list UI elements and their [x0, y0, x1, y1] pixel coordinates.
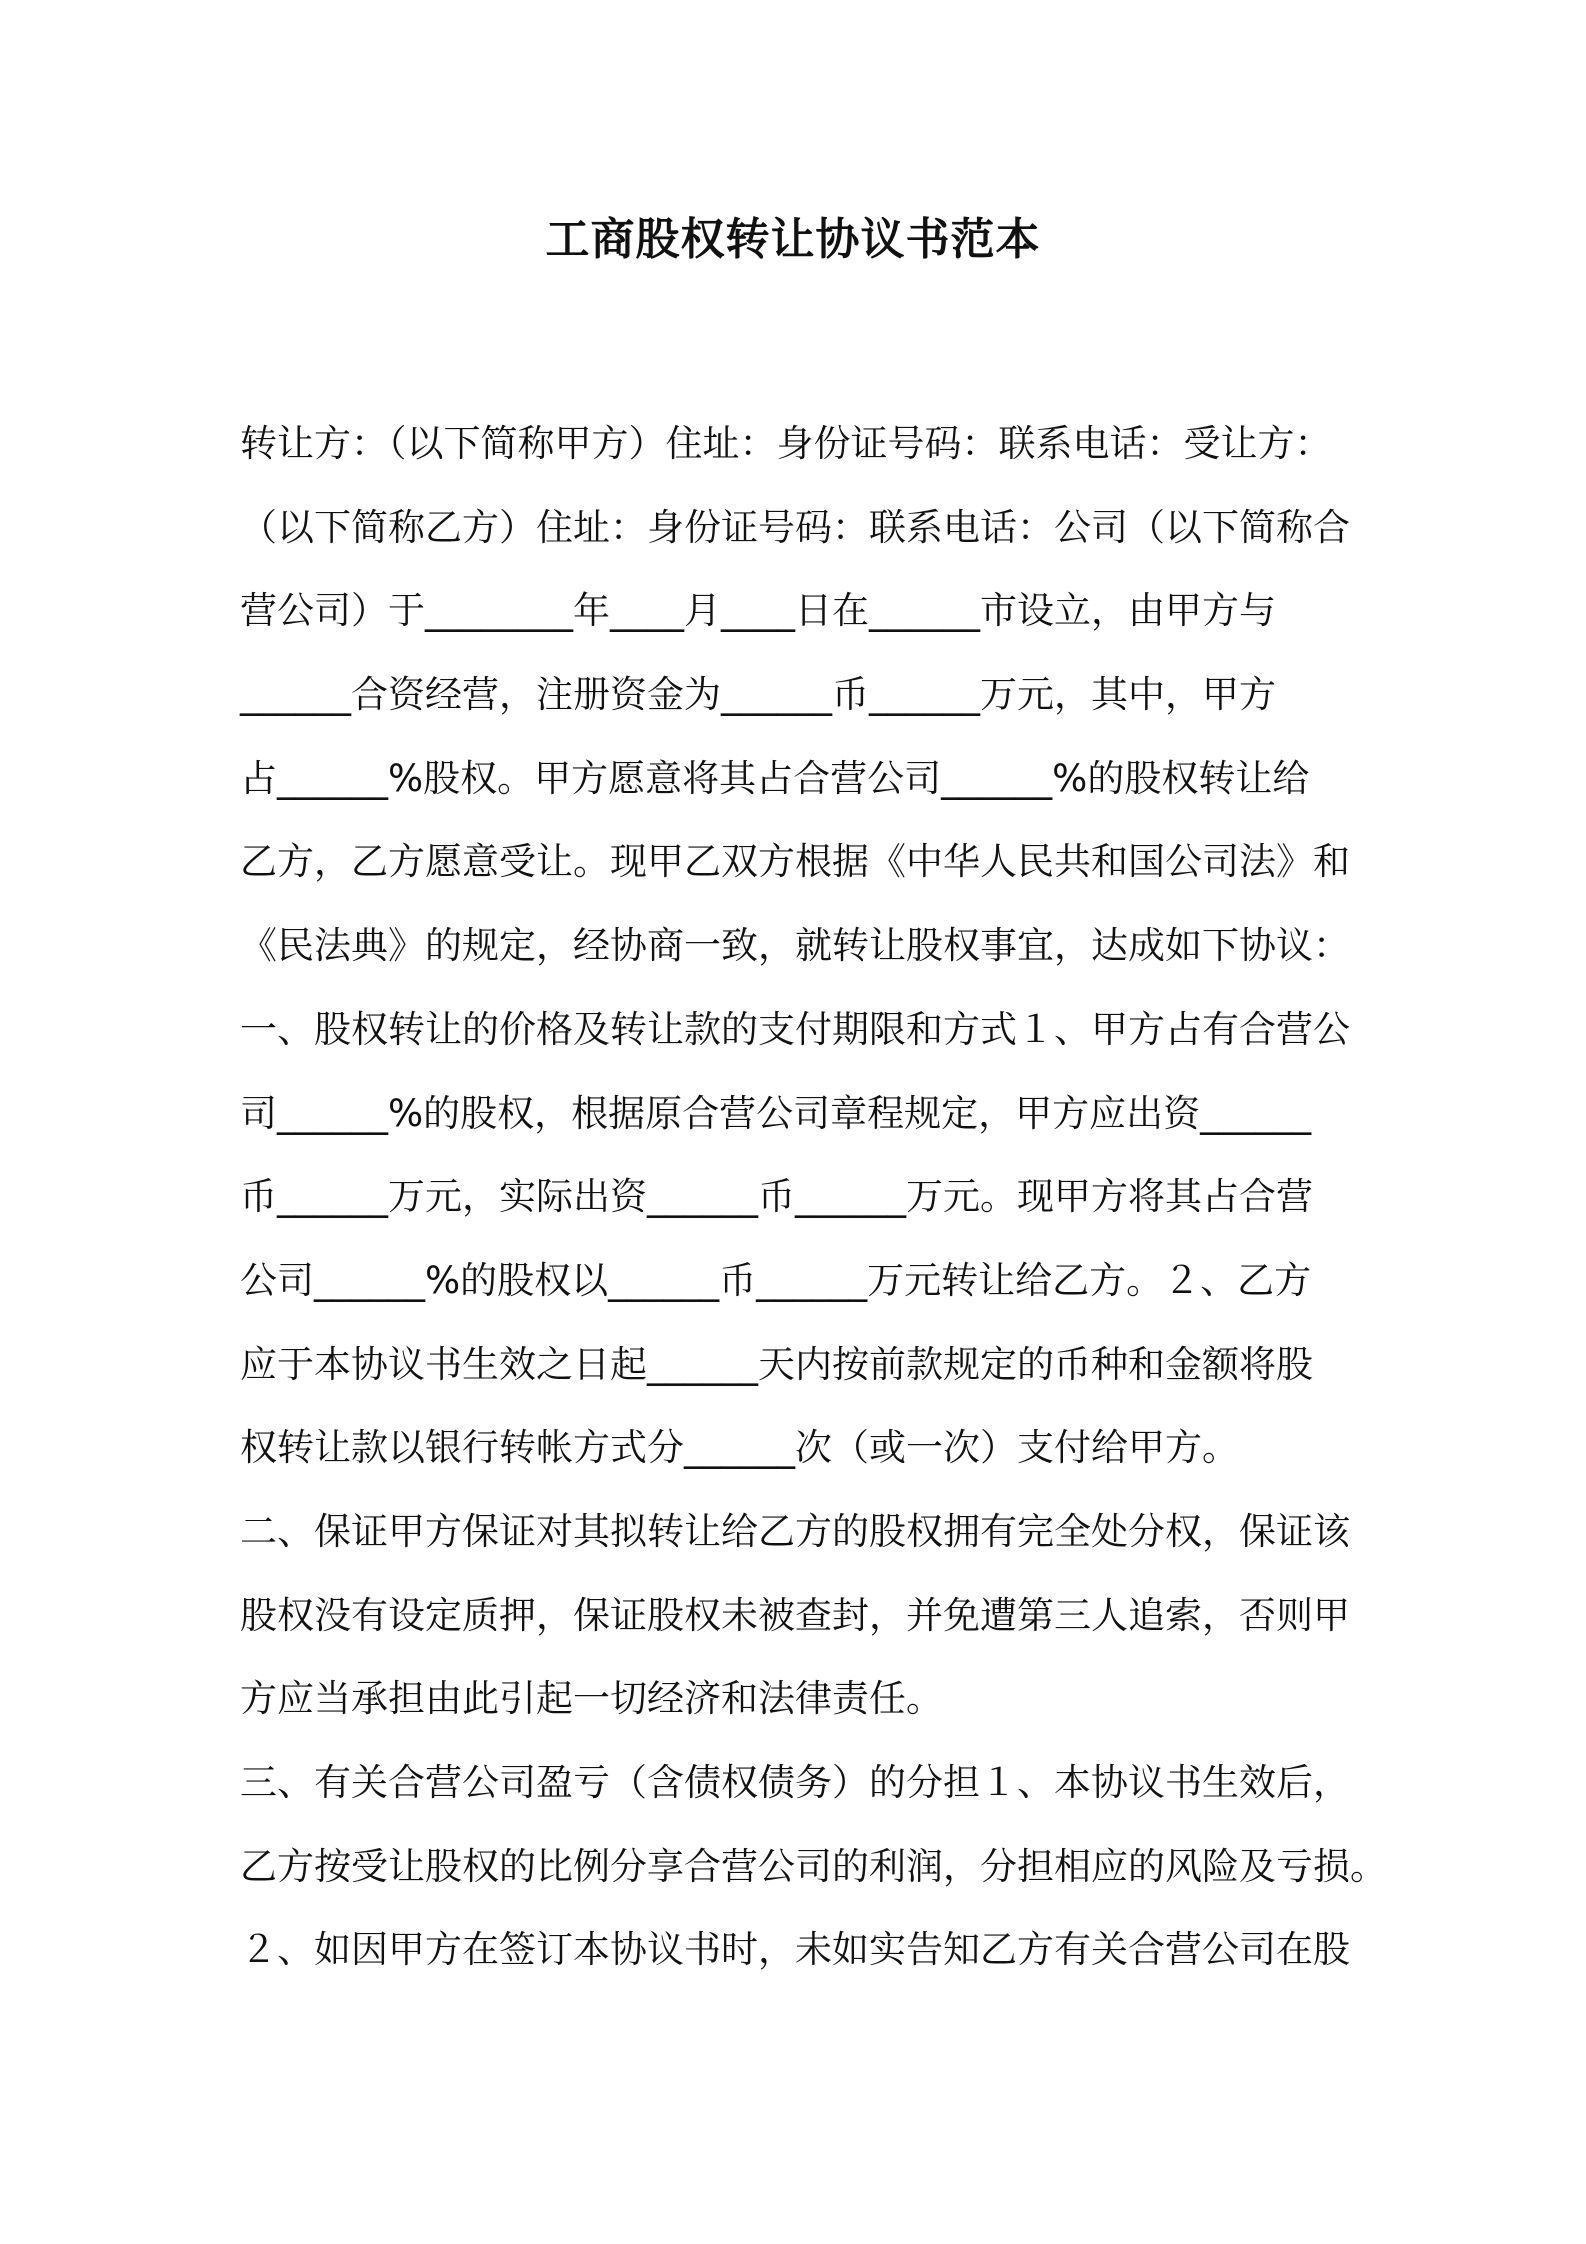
- body-line-5: 占______%股权。甲方愿意将其占合营公司______%的股权转让给: [240, 756, 1310, 800]
- body-line-18: 乙方按受让股权的比例分享合营公司的利润，分担相应的风险及亏损。: [240, 1844, 1387, 1888]
- body-line-15: 股权没有设定质押，保证股权未被查封，并免遭第三人追索，否则甲: [240, 1593, 1350, 1637]
- body-line-11: 公司______%的股权以______币______万元转让给乙方。２、乙方: [240, 1258, 1312, 1302]
- body-line-3: 营公司）于________年____月____日在______市设立，由甲方与: [240, 589, 1276, 633]
- body-line-4: ______合资经营，注册资金为______币______万元，其中，甲方: [240, 673, 1276, 717]
- body-line-8: 一、股权转让的价格及转让款的支付期限和方式１、甲方占有合营公: [240, 1007, 1350, 1051]
- body-line-19: ２、如因甲方在签订本协议书时，未如实告知乙方有关合营公司在股: [240, 1928, 1350, 1972]
- body-line-16: 方应当承担由此引起一切经济和法律责任。: [240, 1677, 943, 1721]
- body-line-6: 乙方，乙方愿意受让。现甲乙双方根据《中华人民共和国公司法》和: [240, 840, 1350, 884]
- body-line-9: 司______%的股权，根据原合营公司章程规定，甲方应出资______: [240, 1091, 1312, 1135]
- body-line-10: 币______万元，实际出资______币______万元。现甲方将其占合营: [240, 1175, 1313, 1219]
- body-line-2: （以下简称乙方）住址：身份证号码：联系电话：公司（以下简称合: [240, 505, 1350, 549]
- body-line-12: 应于本协议书生效之日起______天内按前款规定的币种和金额将股: [240, 1342, 1313, 1386]
- body-line-7: 《民法典》的规定，经协商一致，就转让股权事宜，达成如下协议：: [240, 924, 1350, 968]
- body-line-14: 二、保证甲方保证对其拟转让给乙方的股权拥有完全处分权，保证该: [240, 1509, 1350, 1553]
- body-line-13: 权转让款以银行转帐方式分______次（或一次）支付给甲方。: [240, 1426, 1239, 1470]
- document-body: [240, 402, 1387, 1992]
- body-line-1: 转让方：（以下简称甲方）住址：身份证号码：联系电话：受让方：: [240, 422, 1332, 465]
- document-title: 工商股权转让协议书范本: [545, 214, 1041, 265]
- body-line-17: 三、有关合营公司盈亏（含债权债务）的分担１、本协议书生效后，: [240, 1761, 1350, 1804]
